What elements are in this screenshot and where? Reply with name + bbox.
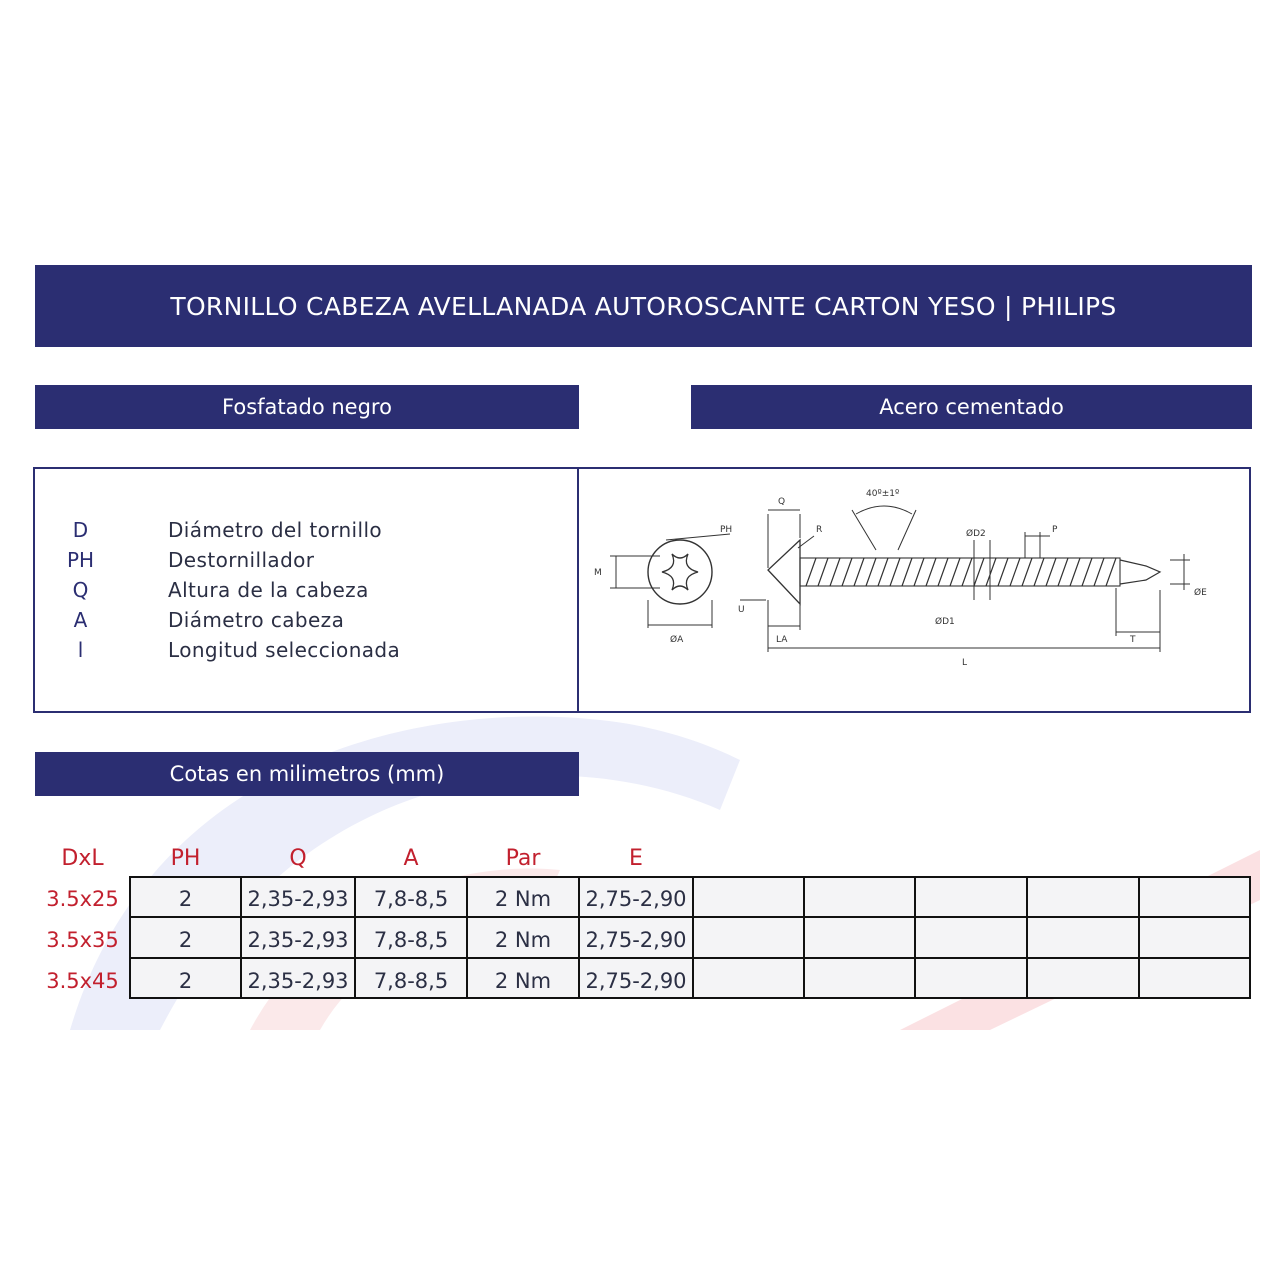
legend-row	[33, 545, 314, 575]
legend-symbol: A	[73, 608, 88, 632]
dimensions-title: Cotas en milimetros (mm)	[35, 752, 579, 796]
legend-description: Diámetro del tornillo	[168, 518, 383, 542]
label-od1: ØD1	[935, 617, 955, 627]
legend-row	[33, 515, 382, 545]
column-header-e: E	[629, 846, 643, 871]
table-cell: 7,8-8,5	[373, 887, 449, 911]
legend-symbol: Q	[72, 578, 89, 602]
column-header-par: Par	[505, 846, 541, 871]
label-r: R	[816, 525, 823, 535]
row-label: 3.5x25	[46, 887, 119, 911]
label-q: Q	[778, 497, 786, 507]
finish-label: Fosfatado negro	[35, 385, 579, 429]
label-angle: 40º±1º	[866, 489, 900, 499]
label-od2: ØD2	[966, 529, 986, 539]
table-cell: 7,8-8,5	[373, 928, 449, 952]
legend-symbol: l	[77, 638, 84, 662]
row-label: 3.5x35	[46, 928, 119, 952]
table-cell: 2,35-2,93	[247, 928, 349, 952]
table-cell: 2,35-2,93	[247, 969, 349, 993]
table-cell: 2	[178, 969, 193, 993]
table-cell: 2,75-2,90	[585, 887, 687, 911]
label-ph: PH	[720, 525, 733, 535]
legend-description: Altura de la cabeza	[168, 578, 369, 602]
table-cell: 2 Nm	[494, 887, 552, 911]
label-oa: ØA	[670, 635, 684, 645]
legend-description: Destornillador	[168, 548, 315, 572]
legend-description: Diámetro cabeza	[168, 608, 345, 632]
table-cell: 2,35-2,93	[247, 887, 349, 911]
legend-symbol: PH	[66, 548, 95, 572]
table-cell: 2,75-2,90	[585, 969, 687, 993]
table-cell: 2,75-2,90	[585, 928, 687, 952]
column-header-dxl: DxL	[61, 846, 104, 871]
column-header-ph: PH	[170, 846, 201, 871]
info-divider	[577, 467, 579, 713]
legend-description: Longitud seleccionada	[168, 638, 401, 662]
row-label: 3.5x45	[46, 969, 119, 993]
screw-technical-drawing	[580, 470, 1248, 710]
legend-row	[33, 605, 344, 635]
label-p: P	[1052, 525, 1058, 535]
product-title: TORNILLO CABEZA AVELLANADA AUTOROSCANTE CARTON YESO | PHILIPS	[35, 265, 1252, 347]
label-u: U	[738, 605, 745, 615]
table-cell: 2 Nm	[494, 969, 552, 993]
column-header-a: A	[403, 846, 419, 871]
legend	[33, 515, 573, 675]
column-header-q: Q	[289, 846, 307, 871]
label-l: L	[962, 658, 968, 668]
legend-symbol: D	[72, 518, 89, 542]
label-t: T	[1130, 635, 1136, 645]
legend-row	[33, 575, 369, 605]
material-label: Acero cementado	[691, 385, 1252, 429]
legend-row	[33, 635, 400, 665]
table-cell: 2 Nm	[494, 928, 552, 952]
label-m: M	[594, 568, 602, 578]
table-cell: 2	[178, 887, 193, 911]
label-la: LA	[776, 635, 788, 645]
label-oe: ØE	[1194, 588, 1207, 598]
table-cell: 2	[178, 928, 193, 952]
table-cell: 7,8-8,5	[373, 969, 449, 993]
